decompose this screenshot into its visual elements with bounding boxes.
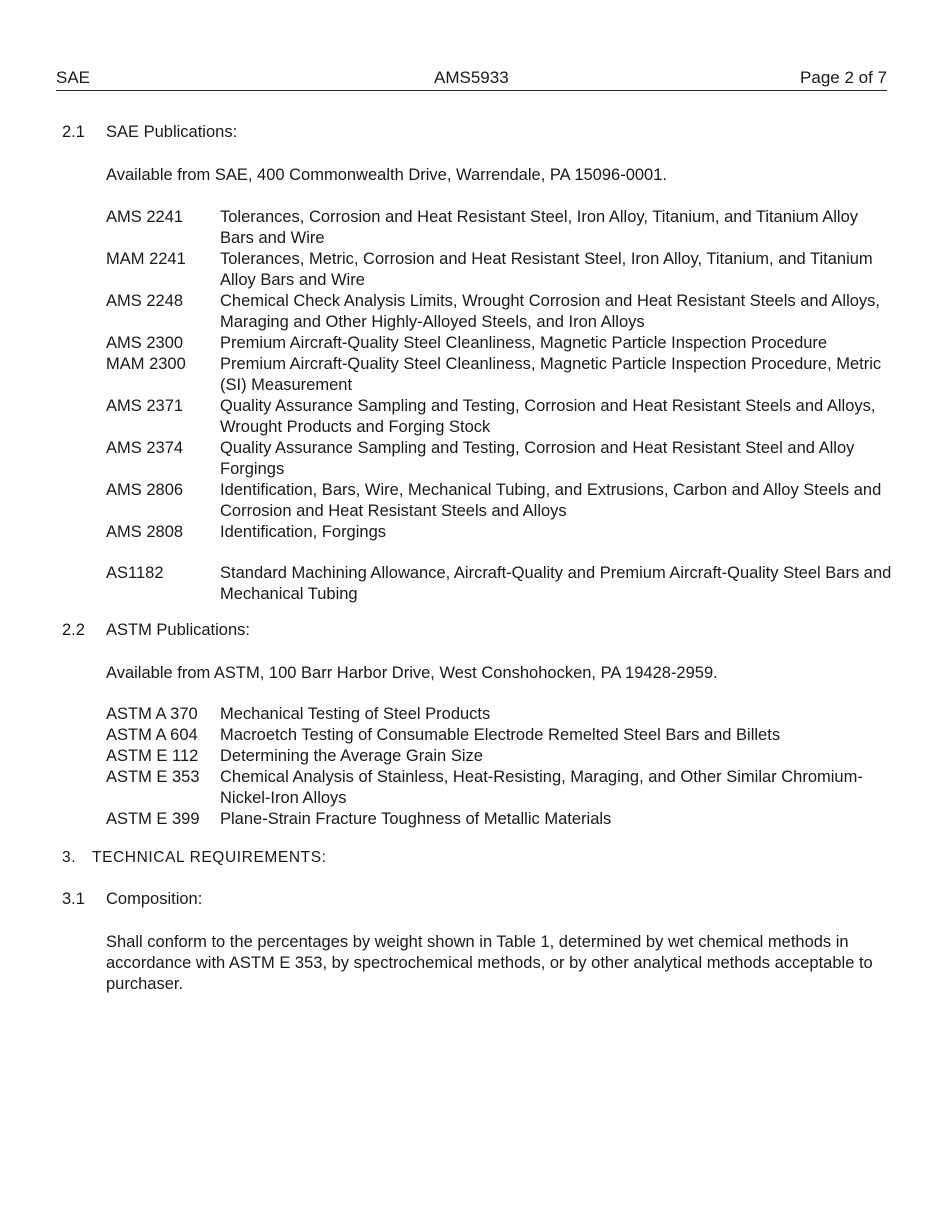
list-item <box>106 746 896 767</box>
section-number: 3. <box>62 849 77 866</box>
header-org: SAE <box>56 68 91 87</box>
ref-title: Premium Aircraft-Quality Steel Cleanliness, Magnetic Particle Inspection Procedure, Metric (SI) Measurement <box>220 355 882 394</box>
header-doc-number: AMS5933 <box>434 68 509 87</box>
section-number: 2.1 <box>62 123 85 141</box>
sae-availability: Available from SAE, 400 Commonwealth Drive, Warrendale, PA 15096-0001. <box>106 166 667 184</box>
ref-code: ASTM E 353 <box>106 768 200 786</box>
section-title: ASTM Publications: <box>106 621 250 639</box>
ref-code: ASTM A 604 <box>106 726 198 744</box>
section-title: Composition: <box>106 890 203 908</box>
list-item <box>106 354 896 396</box>
list-item <box>106 767 896 809</box>
ref-code: AMS 2808 <box>106 523 184 541</box>
ref-title: Chemical Check Analysis Limits, Wrought Corrosion and Heat Resistant Steels and Alloys, Maraging and Other Highly-Alloyed Steels, and Iron Alloys <box>220 292 880 331</box>
ref-title: Tolerances, Metric, Corrosion and Heat Resistant Steel, Iron Alloy, Titanium, and Titanium Alloy Bars and Wire <box>220 250 873 289</box>
ref-title: Identification, Forgings <box>220 523 387 541</box>
ref-title: Quality Assurance Sampling and Testing, Corrosion and Heat Resistant Steel and Alloy Forgings <box>220 439 855 478</box>
list-item <box>106 438 896 480</box>
ref-code: AMS 2374 <box>106 439 184 457</box>
section-2-2-heading <box>62 621 250 640</box>
ref-title: Premium Aircraft-Quality Steel Cleanliness, Magnetic Particle Inspection Procedure <box>220 334 828 352</box>
list-item <box>106 809 896 830</box>
sae-reference-list <box>106 207 896 605</box>
ref-title: Determining the Average Grain Size <box>220 747 483 765</box>
ref-code: AMS 2248 <box>106 292 184 310</box>
section-title: SAE Publications: <box>106 123 238 141</box>
section-3-heading <box>62 849 327 867</box>
list-gap <box>106 543 896 563</box>
ref-code: AMS 2241 <box>106 208 184 226</box>
ref-code: MAM 2300 <box>106 355 186 373</box>
ref-code: ASTM A 370 <box>106 705 198 723</box>
ref-title: Plane-Strain Fracture Toughness of Metallic Materials <box>220 810 612 828</box>
header-page-number: Page 2 of 7 <box>800 68 887 87</box>
ref-title: Identification, Bars, Wire, Mechanical Tubing, and Extrusions, Carbon and Alloy Steels and Corrosion and Heat Resistant Steels and Alloys <box>220 481 882 520</box>
list-item <box>106 725 896 746</box>
ref-title: Mechanical Testing of Steel Products <box>220 705 491 723</box>
list-item <box>106 522 896 543</box>
ref-code: ASTM E 399 <box>106 810 200 828</box>
section-2-1-heading <box>62 123 237 142</box>
list-item <box>106 207 896 249</box>
list-item <box>106 291 896 333</box>
list-item <box>106 704 896 725</box>
ref-title: Macroetch Testing of Consumable Electrode Remelted Steel Bars and Billets <box>220 726 781 744</box>
ref-code: MAM 2241 <box>106 250 186 268</box>
section-number: 2.2 <box>62 621 85 639</box>
astm-reference-list <box>106 704 896 830</box>
astm-availability: Available from ASTM, 100 Barr Harbor Drive, West Conshohocken, PA 19428-2959. <box>106 664 718 682</box>
list-item <box>106 480 896 522</box>
ref-title: Tolerances, Corrosion and Heat Resistant Steel, Iron Alloy, Titanium, and Titanium Alloy Bars and Wire <box>220 208 859 247</box>
ref-code: AMS 2806 <box>106 481 184 499</box>
page-header <box>56 68 887 91</box>
ref-title: Standard Machining Allowance, Aircraft-Quality and Premium Aircraft-Quality Steel Bars and Mechanical Tubing <box>220 564 892 603</box>
list-item <box>106 563 896 605</box>
list-item <box>106 249 896 291</box>
ref-title: Quality Assurance Sampling and Testing, Corrosion and Heat Resistant Steels and Alloys, Wrought Products and Forging Stock <box>220 397 876 436</box>
section-3-1-heading <box>62 890 202 909</box>
list-item <box>106 333 896 354</box>
ref-code: ASTM E 112 <box>106 747 199 765</box>
section-title: TECHNICAL REQUIREMENTS: <box>92 849 327 866</box>
list-item <box>106 396 896 438</box>
ref-title: Chemical Analysis of Stainless, Heat-Resisting, Maraging, and Other Similar Chromium-Nickel-Iron Alloys <box>220 768 863 807</box>
composition-body: Shall conform to the percentages by weight shown in Table 1, determined by wet chemical methods in accordance with ASTM E 353, by spectrochemical methods, or by other analytical methods acceptable to purchaser. <box>106 933 873 993</box>
ref-code: AS1182 <box>106 564 164 582</box>
ref-code: AMS 2300 <box>106 334 184 352</box>
section-number: 3.1 <box>62 890 85 908</box>
ref-code: AMS 2371 <box>106 397 184 415</box>
